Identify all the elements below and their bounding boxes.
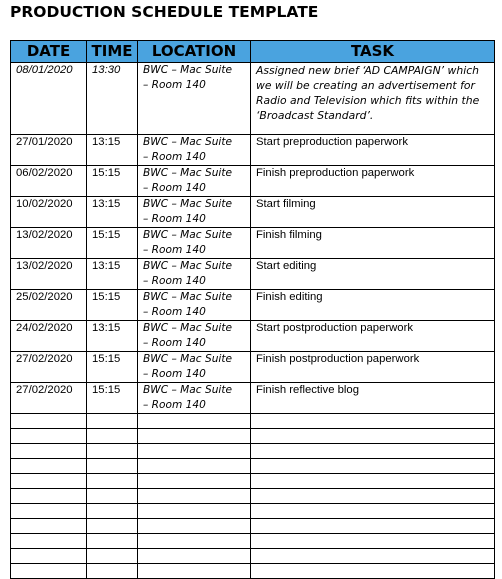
empty-cell[interactable] <box>138 459 251 474</box>
empty-cell[interactable] <box>87 534 138 549</box>
cell-date[interactable]: 13/02/2020 <box>11 228 87 259</box>
table-row <box>11 383 495 414</box>
empty-cell[interactable] <box>11 429 87 444</box>
empty-cell[interactable] <box>11 459 87 474</box>
column-header-task: TASK <box>251 41 495 63</box>
empty-cell[interactable] <box>251 414 495 429</box>
empty-cell[interactable] <box>87 504 138 519</box>
cell-time[interactable]: 15:15 <box>87 166 138 197</box>
column-header-location: LOCATION <box>138 41 251 63</box>
cell-task[interactable]: Finish editing <box>251 290 495 321</box>
empty-cell[interactable] <box>11 504 87 519</box>
cell-task[interactable]: Assigned new brief ‘AD CAMPAIGN’ which we will be creating an advertisement for Radio and Television which fits within the ‘Broadcast Standard’. <box>251 63 495 135</box>
cell-time[interactable]: 15:15 <box>87 352 138 383</box>
cell-time[interactable]: 13:15 <box>87 259 138 290</box>
cell-date[interactable]: 10/02/2020 <box>11 197 87 228</box>
empty-cell[interactable] <box>11 444 87 459</box>
cell-location[interactable]: BWC – Mac Suite – Room 140 <box>138 228 251 259</box>
cell-location[interactable]: BWC – Mac Suite – Room 140 <box>138 321 251 352</box>
cell-location[interactable]: BWC – Mac Suite – Room 140 <box>138 197 251 228</box>
empty-row <box>11 564 495 579</box>
empty-cell[interactable] <box>138 534 251 549</box>
empty-cell[interactable] <box>87 429 138 444</box>
cell-date[interactable]: 25/02/2020 <box>11 290 87 321</box>
cell-task[interactable]: Start editing <box>251 259 495 290</box>
empty-cell[interactable] <box>138 519 251 534</box>
cell-location[interactable]: BWC – Mac Suite – Room 140 <box>138 290 251 321</box>
empty-row <box>11 549 495 564</box>
cell-date[interactable]: 27/02/2020 <box>11 352 87 383</box>
empty-cell[interactable] <box>87 444 138 459</box>
cell-date[interactable]: 13/02/2020 <box>11 259 87 290</box>
cell-location[interactable]: BWC – Mac Suite – Room 140 <box>138 63 251 135</box>
empty-cell[interactable] <box>87 489 138 504</box>
cell-time[interactable]: 15:15 <box>87 290 138 321</box>
empty-cell[interactable] <box>251 519 495 534</box>
empty-cell[interactable] <box>138 489 251 504</box>
header-row <box>11 41 495 63</box>
cell-location[interactable]: BWC – Mac Suite – Room 140 <box>138 135 251 166</box>
empty-cell[interactable] <box>138 444 251 459</box>
cell-location[interactable]: BWC – Mac Suite – Room 140 <box>138 383 251 414</box>
empty-row <box>11 414 495 429</box>
empty-row <box>11 519 495 534</box>
empty-cell[interactable] <box>138 504 251 519</box>
empty-row <box>11 429 495 444</box>
empty-row <box>11 459 495 474</box>
table-row <box>11 259 495 290</box>
empty-cell[interactable] <box>11 519 87 534</box>
empty-cell[interactable] <box>138 474 251 489</box>
cell-date[interactable]: 06/02/2020 <box>11 166 87 197</box>
empty-cell[interactable] <box>251 459 495 474</box>
empty-cell[interactable] <box>138 564 251 579</box>
empty-row <box>11 489 495 504</box>
table-row <box>11 135 495 166</box>
empty-cell[interactable] <box>11 414 87 429</box>
cell-time[interactable]: 15:15 <box>87 383 138 414</box>
cell-time[interactable]: 13:15 <box>87 321 138 352</box>
empty-cell[interactable] <box>11 474 87 489</box>
empty-cell[interactable] <box>251 429 495 444</box>
empty-cell[interactable] <box>251 489 495 504</box>
cell-time[interactable]: 13:30 <box>87 63 138 135</box>
empty-cell[interactable] <box>11 489 87 504</box>
empty-row <box>11 534 495 549</box>
empty-row <box>11 504 495 519</box>
cell-task[interactable]: Start filming <box>251 197 495 228</box>
empty-cell[interactable] <box>138 549 251 564</box>
page-title: PRODUCTION SCHEDULE TEMPLATE <box>10 3 319 21</box>
empty-cell[interactable] <box>138 414 251 429</box>
empty-cell[interactable] <box>251 504 495 519</box>
empty-cell[interactable] <box>251 444 495 459</box>
cell-time[interactable]: 15:15 <box>87 228 138 259</box>
empty-cell[interactable] <box>251 564 495 579</box>
empty-row <box>11 474 495 489</box>
cell-task[interactable]: Start postproduction paperwork <box>251 321 495 352</box>
cell-task[interactable]: Finish filming <box>251 228 495 259</box>
cell-date[interactable]: 27/01/2020 <box>11 135 87 166</box>
empty-cell[interactable] <box>87 474 138 489</box>
cell-location[interactable]: BWC – Mac Suite – Room 140 <box>138 352 251 383</box>
cell-task[interactable]: Finish preproduction paperwork <box>251 166 495 197</box>
empty-cell[interactable] <box>11 564 87 579</box>
cell-location[interactable]: BWC – Mac Suite – Room 140 <box>138 259 251 290</box>
empty-cell[interactable] <box>251 534 495 549</box>
empty-row <box>11 444 495 459</box>
table-row <box>11 197 495 228</box>
table-row <box>11 321 495 352</box>
cell-task[interactable]: Start preproduction paperwork <box>251 135 495 166</box>
empty-cell[interactable] <box>251 474 495 489</box>
empty-cell[interactable] <box>11 549 87 564</box>
cell-task[interactable]: Finish reflective blog <box>251 383 495 414</box>
cell-location[interactable]: BWC – Mac Suite – Room 140 <box>138 166 251 197</box>
table-row <box>11 290 495 321</box>
table-row <box>11 352 495 383</box>
empty-cell[interactable] <box>87 414 138 429</box>
cell-date[interactable]: 24/02/2020 <box>11 321 87 352</box>
empty-cell[interactable] <box>87 519 138 534</box>
column-header-time: TIME <box>87 41 138 63</box>
cell-time[interactable]: 13:15 <box>87 135 138 166</box>
empty-cell[interactable] <box>11 534 87 549</box>
table-row <box>11 228 495 259</box>
cell-time[interactable]: 13:15 <box>87 197 138 228</box>
empty-cell[interactable] <box>87 549 138 564</box>
empty-cell[interactable] <box>138 429 251 444</box>
cell-task[interactable]: Finish postproduction paperwork <box>251 352 495 383</box>
column-header-date: DATE <box>11 41 87 63</box>
empty-cell[interactable] <box>87 564 138 579</box>
cell-date[interactable]: 27/02/2020 <box>11 383 87 414</box>
cell-date[interactable]: 08/01/2020 <box>11 63 87 135</box>
table-row <box>11 166 495 197</box>
empty-cell[interactable] <box>87 459 138 474</box>
empty-cell[interactable] <box>251 549 495 564</box>
table-row <box>11 63 495 135</box>
schedule-table <box>10 40 495 579</box>
